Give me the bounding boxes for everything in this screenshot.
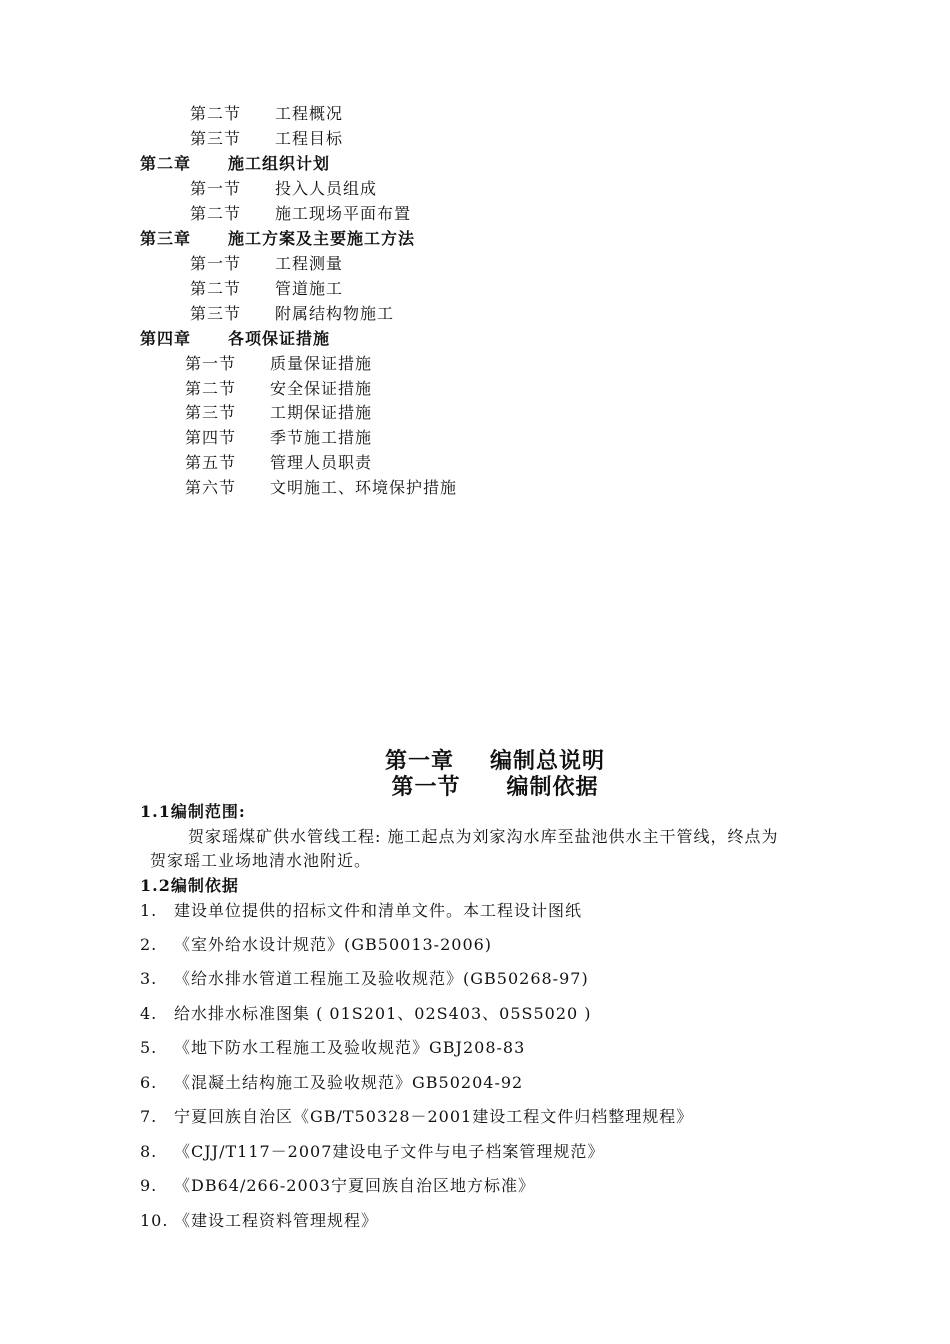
scope-heading: 1.1编制范围: (140, 802, 246, 821)
toc-entry (185, 453, 372, 473)
basis-item-number: 1. (140, 901, 158, 920)
toc-chapter (140, 154, 330, 174)
toc-entry (190, 104, 343, 124)
section-number: 第一节 (391, 774, 461, 800)
toc-section-title: 施工现场平面布置 (275, 204, 412, 223)
toc-section-number: 第一节 (190, 254, 242, 273)
section-title: 编制依据 (506, 774, 599, 800)
toc-section-title: 管理人员职责 (270, 453, 373, 472)
toc-section-title: 管道施工 (275, 279, 344, 298)
toc-chapter-title: 施工方案及主要施工方法 (228, 229, 416, 248)
toc-entry (190, 179, 377, 199)
basis-item-number: 2. (140, 935, 158, 954)
toc-section-number: 第三节 (190, 304, 242, 323)
toc-entry (185, 478, 457, 498)
basis-item-number: 3. (140, 969, 158, 988)
chapter-title: 编制总说明 (490, 748, 606, 774)
toc-section-title: 工程概况 (275, 104, 344, 123)
basis-item-number: 7. (140, 1107, 158, 1126)
basis-item (140, 1176, 535, 1196)
basis-item (140, 1211, 378, 1231)
basis-item (140, 969, 589, 989)
basis-item-text: 《混凝土结构施工及验收规范》GB50204-92 (174, 1073, 524, 1092)
basis-item-text: 《建设工程资料管理规程》 (174, 1211, 379, 1230)
basis-item-number: 4. (140, 1004, 158, 1023)
basis-item (140, 935, 492, 955)
basis-item-number: 10. (140, 1211, 169, 1230)
scope-text-line1: 贺家瑶煤矿供水管线工程: 施工起点为刘家沟水库至盐池供水主干管线，终点为 (188, 827, 779, 846)
basis-item (140, 1004, 592, 1024)
toc-section-number: 第二节 (190, 104, 242, 123)
basis-item-text: 《CJJ/T117－2007建设电子文件与电子档案管理规范》 (174, 1142, 605, 1161)
basis-item-text: 给水排水标准图集 ( 01S201、02S403、05S5020 ) (174, 1004, 592, 1023)
toc-chapter-title: 各项保证措施 (228, 329, 331, 348)
basis-item (140, 1073, 523, 1093)
toc-section-title: 质量保证措施 (270, 354, 373, 373)
toc-section-number: 第五节 (185, 453, 237, 472)
basis-item (140, 1142, 604, 1162)
chapter-number: 第一章 (384, 748, 454, 774)
toc-section-number: 第二节 (190, 279, 242, 298)
toc-section-number: 第四节 (185, 428, 237, 447)
toc-section-title: 工程目标 (275, 129, 344, 148)
toc-section-title: 附属结构物施工 (275, 304, 395, 323)
basis-item-number: 8. (140, 1142, 158, 1161)
basis-item (140, 1038, 525, 1058)
toc-section-title: 文明施工、环境保护措施 (270, 478, 458, 497)
toc-entry (185, 354, 372, 374)
toc-section-title: 工期保证措施 (270, 403, 373, 422)
toc-entry (190, 204, 411, 224)
toc-entry (190, 129, 343, 149)
basis-item-text: 《DB64/266-2003宁夏回族自治区地方标准》 (174, 1176, 536, 1195)
toc-chapter (140, 229, 415, 249)
toc-chapter-number: 第四章 (140, 329, 192, 348)
basis-item-text: 《地下防水工程施工及验收规范》GBJ208-83 (174, 1038, 526, 1057)
toc-entry (185, 379, 372, 399)
toc-entry (190, 279, 343, 299)
basis-item (140, 901, 582, 921)
toc-section-number: 第六节 (185, 478, 237, 497)
toc-chapter (140, 329, 330, 349)
basis-item-text: 《给水排水管道工程施工及验收规范》(GB50268-97) (174, 969, 589, 988)
toc-section-number: 第三节 (190, 129, 242, 148)
section-heading (0, 774, 950, 800)
toc-entry (190, 304, 394, 324)
basis-item-text: 宁夏回族自治区《GB/T50328－2001建设工程文件归档整理规程》 (174, 1107, 694, 1126)
toc-section-number: 第一节 (190, 179, 242, 198)
toc-section-number: 第一节 (185, 354, 237, 373)
toc-section-title: 工程测量 (275, 254, 344, 273)
chapter-heading (0, 748, 950, 774)
basis-item (140, 1107, 693, 1127)
toc-chapter-number: 第二章 (140, 154, 192, 173)
toc-entry (185, 403, 372, 423)
toc-section-title: 季节施工措施 (270, 428, 373, 447)
basis-item-text: 《室外给水设计规范》(GB50013-2006) (174, 935, 493, 954)
toc-chapter-number: 第三章 (140, 229, 192, 248)
basis-heading: 1.2编制依据 (140, 876, 239, 895)
toc-entry (185, 428, 372, 448)
toc-section-number: 第二节 (190, 204, 242, 223)
toc-section-number: 第二节 (185, 379, 237, 398)
basis-item-text: 建设单位提供的招标文件和清单文件。本工程设计图纸 (174, 901, 583, 920)
toc-entry (190, 254, 343, 274)
basis-item-number: 9. (140, 1176, 158, 1195)
toc-section-title: 投入人员组成 (275, 179, 378, 198)
toc-section-title: 安全保证措施 (270, 379, 373, 398)
basis-item-number: 5. (140, 1038, 158, 1057)
toc-chapter-title: 施工组织计划 (228, 154, 331, 173)
toc-section-number: 第三节 (185, 403, 237, 422)
basis-item-number: 6. (140, 1073, 158, 1092)
scope-text-line2: 贺家瑶工业场地清水池附近。 (150, 851, 372, 870)
